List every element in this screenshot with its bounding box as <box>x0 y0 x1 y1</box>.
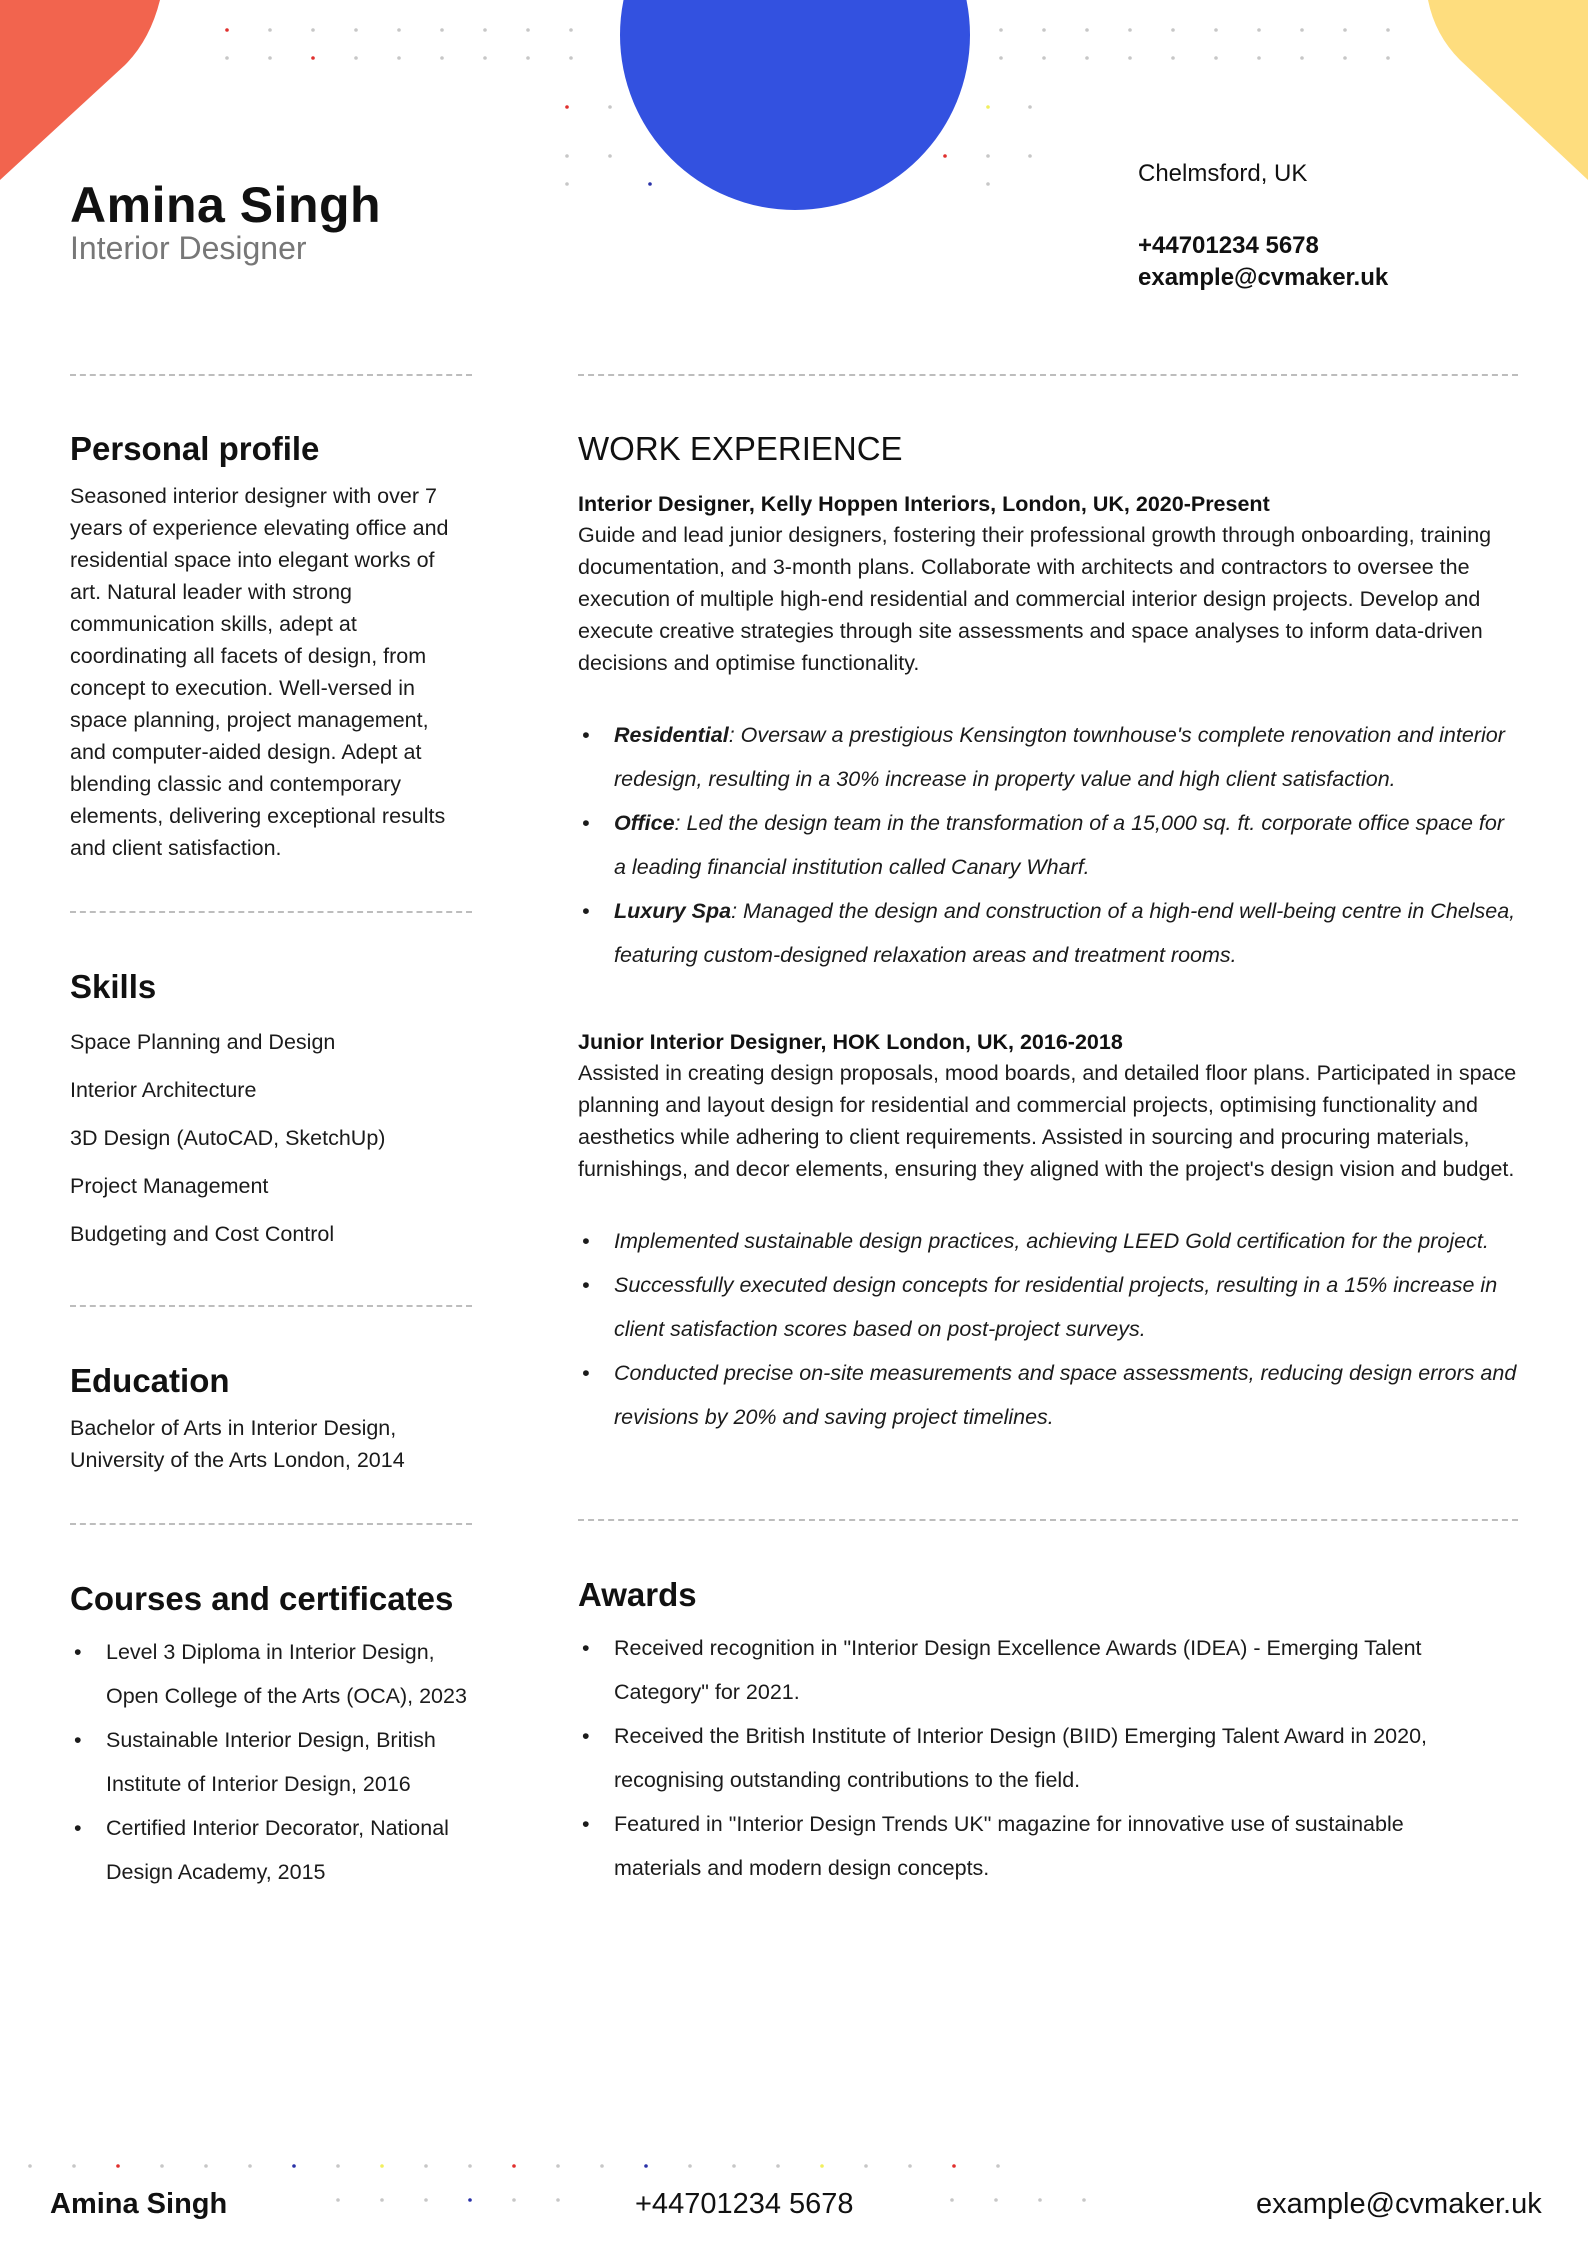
awards-heading: Awards <box>578 1576 697 1613</box>
coral-corner-shape <box>0 0 160 180</box>
decorative-dot <box>225 28 229 32</box>
course-item: • Level 3 Diploma in Interior Design, Open College of the Arts (OCA), 2023 <box>70 1630 481 1718</box>
decorative-dot <box>986 105 990 109</box>
decorative-dot <box>908 2164 912 2168</box>
profile-line: elements, delivering exceptional results <box>70 804 446 828</box>
decorative-dot <box>950 2198 954 2202</box>
decorative-dot <box>1257 28 1261 32</box>
highlight-label: Office <box>614 811 675 835</box>
course-item: • Sustainable Interior Design, British Institute of Interior Design, 2016 <box>70 1718 481 1806</box>
job-highlight: • Conducted precise on-site measurements and space assessments, reducing design errors and revisions by 20% and saving project timelines. <box>578 1351 1518 1439</box>
job-highlight: • Residential: Oversaw a prestigious Kensington townhouse's complete renovation and interior redesign, resulting in a 30% increase in property value and high client satisfaction. <box>578 713 1518 801</box>
profile-line: years of experience elevating office and <box>70 516 449 540</box>
decorative-dot <box>1171 28 1175 32</box>
job-highlight: • Office: Led the design team in the transformation of a 15,000 sq. ft. corporate office space for a leading financial institution called Canary Wharf. <box>578 801 1518 889</box>
profile-line: coordinating all facets of design, from <box>70 644 427 668</box>
education-text <box>70 1412 470 1476</box>
decorative-dot <box>1343 28 1347 32</box>
skill-item: Space Planning and Design <box>70 1030 336 1054</box>
awards-list <box>578 1626 1478 1890</box>
decorative-dot <box>608 105 612 109</box>
decorative-dot <box>688 2164 692 2168</box>
decorative-dot <box>380 2164 384 2168</box>
job-highlight: • Implemented sustainable design practices, achieving LEED Gold certification for the project. <box>578 1219 1518 1263</box>
decorative-dot <box>225 56 229 60</box>
course-item: • Certified Interior Decorator, National Design Academy, 2015 <box>70 1806 481 1894</box>
decorative-dot <box>1214 28 1218 32</box>
decorative-dot <box>1386 28 1390 32</box>
divider <box>70 1305 472 1307</box>
decorative-dot <box>380 2198 384 2202</box>
footer-name: Amina Singh <box>50 2188 228 2220</box>
decorative-dot <box>397 28 401 32</box>
decorative-dot <box>644 2164 648 2168</box>
decorative-dot <box>268 56 272 60</box>
decorative-dot <box>1082 2198 1086 2202</box>
decorative-dot <box>1214 56 1218 60</box>
divider <box>70 1523 472 1525</box>
profile-line: concept to execution. Well-versed in <box>70 676 415 700</box>
decorative-dot <box>556 2198 560 2202</box>
award-item: • Received the British Institute of Interior Design (BIID) Emerging Talent Award in 2020, recognising outstanding contributions to the field. <box>578 1714 1478 1802</box>
decorative-dot <box>1386 56 1390 60</box>
skill-item: Budgeting and Cost Control <box>70 1222 335 1246</box>
decorative-dot <box>569 28 573 32</box>
highlight-label: Luxury Spa <box>614 899 732 923</box>
decorative-dot <box>311 28 315 32</box>
decorative-dot <box>952 2164 956 2168</box>
yellow-corner-shape <box>1428 0 1588 180</box>
decorative-dot <box>483 28 487 32</box>
decorative-dot <box>160 2164 164 2168</box>
job-highlight: • Successfully executed design concepts for residential projects, resulting in a 15% increase in client satisfaction scores based on post-project surveys. <box>578 1263 1518 1351</box>
profile-line: Seasoned interior designer with over 7 <box>70 484 437 508</box>
decorative-dot <box>569 56 573 60</box>
decorative-dot <box>336 2164 340 2168</box>
email-text: example@cvmaker.uk <box>1138 264 1389 291</box>
job-entry <box>578 492 1518 977</box>
decorative-dot <box>292 2164 296 2168</box>
decorative-dot <box>1042 56 1046 60</box>
skill-item: Interior Architecture <box>70 1078 257 1102</box>
decorative-dot <box>1300 56 1304 60</box>
decorative-dot <box>994 2198 998 2202</box>
profile-line: art. Natural leader with strong <box>70 580 353 604</box>
divider <box>70 374 472 376</box>
decorative-dot <box>820 2164 824 2168</box>
courses-heading: Courses and certificates <box>70 1580 454 1617</box>
decorative-dot <box>556 2164 560 2168</box>
job-title: Junior Interior Designer, HOK London, UK, 2016-2018 <box>578 1030 1123 1054</box>
job-description: Assisted in creating design proposals, mood boards, and detailed floor plans. Participated in space planning and layout design for residential and commercial projects, optimising functionality and aesthetics while adhering to client requirements. Assisted in sourcing and procuring materials, furnishings, and decor elements, ensuring they aligned with the project's design vision and budget. <box>578 1061 1517 1181</box>
decorative-dot <box>311 56 315 60</box>
decorative-dot <box>468 2198 472 2202</box>
decorative-dot <box>565 154 569 158</box>
decorative-dot <box>600 2164 604 2168</box>
decorative-dot <box>397 56 401 60</box>
decorative-dot <box>204 2164 208 2168</box>
job-highlights <box>578 1219 1518 1439</box>
decorative-dot <box>28 2164 32 2168</box>
decorative-dot <box>1171 56 1175 60</box>
decorative-dot <box>512 2164 516 2168</box>
decorative-dot <box>999 56 1003 60</box>
decorative-dot <box>864 2164 868 2168</box>
decorative-dot <box>776 2164 780 2168</box>
decorative-dot <box>1300 28 1304 32</box>
decorative-dot <box>732 2164 736 2168</box>
decorative-dot <box>1128 28 1132 32</box>
decorative-dot <box>1085 56 1089 60</box>
blue-circle-shape <box>620 0 970 210</box>
decorative-dot <box>424 2164 428 2168</box>
work-heading: WORK EXPERIENCE <box>578 430 903 467</box>
profile-heading: Personal profile <box>70 430 320 467</box>
location-text: Chelmsford, UK <box>1138 160 1308 187</box>
decorative-dot <box>996 2164 1000 2168</box>
divider <box>70 911 472 913</box>
profile-line: communication skills, adept at <box>70 612 357 636</box>
decorative-dot <box>1028 154 1032 158</box>
decorative-dot <box>336 2198 340 2202</box>
decorative-dot <box>483 56 487 60</box>
decorative-dot <box>468 2164 472 2168</box>
decorative-dot <box>648 182 652 186</box>
decorative-dot <box>354 56 358 60</box>
decorative-dot <box>526 56 530 60</box>
footer-email: example@cvmaker.uk <box>1256 2188 1542 2220</box>
decorative-dot <box>440 56 444 60</box>
decorative-dot <box>424 2198 428 2202</box>
decorative-dot <box>512 2198 516 2202</box>
decorative-dot <box>608 154 612 158</box>
courses-list <box>70 1630 490 1894</box>
profile-text <box>70 480 470 864</box>
decorative-dot <box>986 154 990 158</box>
decorative-dot <box>565 105 569 109</box>
profile-line: blending classic and contemporary <box>70 772 402 796</box>
candidate-name: Amina Singh <box>70 177 382 233</box>
job-highlights <box>578 713 1518 977</box>
decorative-dot <box>72 2164 76 2168</box>
candidate-title: Interior Designer <box>70 230 307 266</box>
profile-line: residential space into elegant works of <box>70 548 435 572</box>
decorative-dot <box>354 28 358 32</box>
education-degree: Bachelor of Arts in Interior Design, <box>70 1416 397 1440</box>
decorative-dot <box>526 28 530 32</box>
skills-heading: Skills <box>70 968 157 1005</box>
decorative-dot <box>1028 105 1032 109</box>
decorative-dot <box>1343 56 1347 60</box>
decorative-dot <box>1085 28 1089 32</box>
divider <box>578 374 1518 376</box>
award-item: • Received recognition in "Interior Design Excellence Awards (IDEA) - Emerging Talent Category" for 2021. <box>578 1626 1478 1714</box>
education-heading: Education <box>70 1362 230 1399</box>
footer-phone: +44701234 5678 <box>635 2188 854 2220</box>
decorative-dot <box>999 28 1003 32</box>
skill-item: Project Management <box>70 1174 269 1198</box>
decorative-dot <box>116 2164 120 2168</box>
divider <box>578 1519 1518 1521</box>
job-description: Guide and lead junior designers, fostering their professional growth through onboarding, training documentation, and 3-month plans. Collaborate with architects and contractors to oversee the execution of multiple high-end residential and commercial interior design projects. Develop and execute creative strategies through site assessments and space analyses to inform data-driven decisions and optimise functionality. <box>578 523 1492 675</box>
decorative-dot <box>1128 56 1132 60</box>
job-highlight: • Luxury Spa: Managed the design and construction of a high-end well-being centre in Chelsea, featuring custom-designed relaxation areas and treatment rooms. <box>578 889 1518 977</box>
decorative-dot <box>248 2164 252 2168</box>
skills-list <box>70 1022 470 1262</box>
decorative-dot <box>440 28 444 32</box>
profile-line: and client satisfaction. <box>70 836 282 860</box>
profile-line: and computer-aided design. Adept at <box>70 740 422 764</box>
job-entry <box>578 1030 1518 1439</box>
skill-item: 3D Design (AutoCAD, SketchUp) <box>70 1126 386 1150</box>
decorative-dot <box>565 182 569 186</box>
profile-line: space planning, project management, <box>70 708 429 732</box>
education-school: University of the Arts London, 2014 <box>70 1448 405 1472</box>
highlight-label: Residential <box>614 723 729 747</box>
decorative-dot <box>1038 2198 1042 2202</box>
job-title: Interior Designer, Kelly Hoppen Interiors, London, UK, 2020-Present <box>578 492 1270 516</box>
decorative-dot <box>1042 28 1046 32</box>
award-item: • Featured in "Interior Design Trends UK" magazine for innovative use of sustainable materials and modern design concepts. <box>578 1802 1478 1890</box>
decorative-dot <box>986 182 990 186</box>
decorative-dot <box>268 28 272 32</box>
phone-text: +44701234 5678 <box>1138 232 1319 259</box>
decorative-dot <box>1257 56 1261 60</box>
decorative-dot <box>943 154 947 158</box>
